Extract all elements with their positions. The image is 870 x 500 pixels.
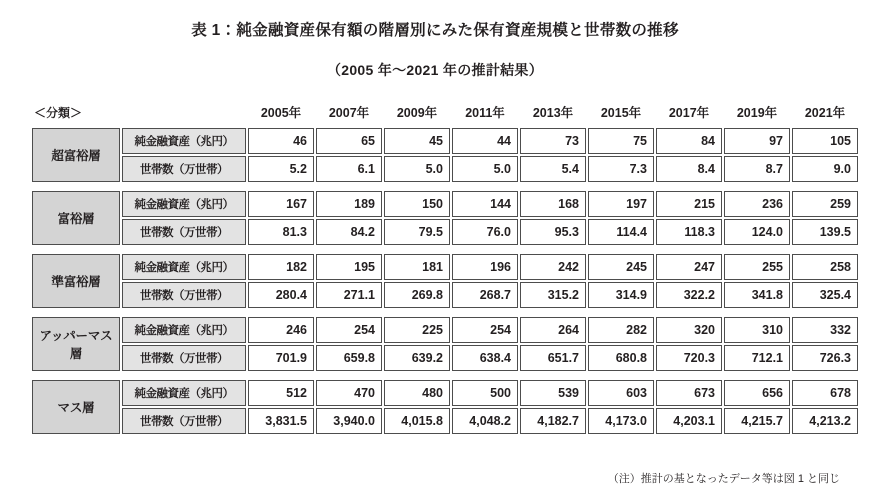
table-cell-value: 97 [724, 128, 790, 154]
table-cell-value: 332 [792, 317, 858, 343]
table-cell-value: 8.7 [724, 156, 790, 182]
table-cell-value: 65 [316, 128, 382, 154]
table-cell-value: 259 [792, 191, 858, 217]
table-cell-value: 189 [316, 191, 382, 217]
row-metric-label: 世帯数（万世帯） [122, 219, 246, 245]
table-cell-value: 638.4 [452, 345, 518, 371]
table-cell-value: 167 [248, 191, 314, 217]
table-row [32, 156, 858, 182]
table-cell-value: 315.2 [520, 282, 586, 308]
table-cell-value: 7.3 [588, 156, 654, 182]
metric-header-spacer [122, 100, 246, 126]
table-cell-value: 255 [724, 254, 790, 280]
table-cell-value: 236 [724, 191, 790, 217]
table-cell-value: 678 [792, 380, 858, 406]
table-header-row [32, 100, 858, 126]
table-cell-value: 4,182.7 [520, 408, 586, 434]
row-group-divider [32, 184, 858, 189]
row-category-label: 準富裕層 [32, 254, 120, 308]
table-cell-value: 4,015.8 [384, 408, 450, 434]
table-cell-value: 118.3 [656, 219, 722, 245]
table-row [32, 317, 858, 343]
table-cell-value: 720.3 [656, 345, 722, 371]
table-cell-value: 150 [384, 191, 450, 217]
table-cell-value: 659.8 [316, 345, 382, 371]
table-cell-value: 282 [588, 317, 654, 343]
table-cell-value: 680.8 [588, 345, 654, 371]
table-cell-value: 79.5 [384, 219, 450, 245]
table-cell-value: 4,215.7 [724, 408, 790, 434]
page-title: 表 1：純金融資産保有額の階層別にみた保有資産規模と世帯数の推移 [191, 22, 679, 39]
table-cell-value: 320 [656, 317, 722, 343]
row-metric-label: 純金融資産（兆円） [122, 128, 246, 154]
row-metric-label: 世帯数（万世帯） [122, 156, 246, 182]
table-row [32, 128, 858, 154]
table-cell-value: 4,048.2 [452, 408, 518, 434]
table-row [32, 345, 858, 371]
table-cell-value: 182 [248, 254, 314, 280]
table-cell-value: 245 [588, 254, 654, 280]
table-cell-value: 168 [520, 191, 586, 217]
table-cell-value: 4,213.2 [792, 408, 858, 434]
table-cell-value: 9.0 [792, 156, 858, 182]
table-cell-value: 673 [656, 380, 722, 406]
table-cell-value: 46 [248, 128, 314, 154]
table-cell-value: 271.1 [316, 282, 382, 308]
table-row [32, 408, 858, 434]
page-subtitle: （2005 年～2021 年の推計結果） [326, 62, 544, 78]
table-container [30, 98, 851, 436]
table-cell-value: 242 [520, 254, 586, 280]
column-header-year: 2007年 [316, 100, 382, 126]
column-header-year: 2019年 [724, 100, 790, 126]
row-group-divider [32, 310, 858, 315]
table-cell-value: 76.0 [452, 219, 518, 245]
table-cell-value: 124.0 [724, 219, 790, 245]
table-cell-value: 3,831.5 [248, 408, 314, 434]
table-cell-value: 247 [656, 254, 722, 280]
table-cell-value: 280.4 [248, 282, 314, 308]
table-cell-value: 45 [384, 128, 450, 154]
table-cell-value: 310 [724, 317, 790, 343]
table-cell-value: 314.9 [588, 282, 654, 308]
table-cell-value: 264 [520, 317, 586, 343]
row-group-divider [32, 247, 858, 252]
row-metric-label: 純金融資産（兆円） [122, 191, 246, 217]
row-metric-label: 純金融資産（兆円） [122, 380, 246, 406]
table-cell-value: 73 [520, 128, 586, 154]
row-category-label: アッパーマス層 [32, 317, 120, 371]
column-header-year: 2015年 [588, 100, 654, 126]
row-group-divider [32, 373, 858, 378]
table-row [32, 380, 858, 406]
table-cell-value: 105 [792, 128, 858, 154]
row-metric-label: 純金融資産（兆円） [122, 254, 246, 280]
table-cell-value: 95.3 [520, 219, 586, 245]
table-row [32, 254, 858, 280]
table-cell-value: 5.2 [248, 156, 314, 182]
table-cell-value: 470 [316, 380, 382, 406]
table-cell-value: 197 [588, 191, 654, 217]
table-cell-value: 639.2 [384, 345, 450, 371]
table-row [32, 219, 858, 245]
table-cell-value: 254 [452, 317, 518, 343]
table-cell-value: 701.9 [248, 345, 314, 371]
row-metric-label: 世帯数（万世帯） [122, 345, 246, 371]
row-metric-label: 世帯数（万世帯） [122, 282, 246, 308]
table-cell-value: 258 [792, 254, 858, 280]
table-cell-value: 254 [316, 317, 382, 343]
table-cell-value: 325.4 [792, 282, 858, 308]
column-header-year: 2017年 [656, 100, 722, 126]
table-cell-value: 5.4 [520, 156, 586, 182]
table-cell-value: 656 [724, 380, 790, 406]
table-cell-value: 84 [656, 128, 722, 154]
table-cell-value: 712.1 [724, 345, 790, 371]
row-category-label: マス層 [32, 380, 120, 434]
table-cell-value: 3,940.0 [316, 408, 382, 434]
table-cell-value: 44 [452, 128, 518, 154]
table-cell-value: 539 [520, 380, 586, 406]
table-cell-value: 322.2 [656, 282, 722, 308]
column-header-year: 2013年 [520, 100, 586, 126]
row-category-label: 富裕層 [32, 191, 120, 245]
table-cell-value: 4,203.1 [656, 408, 722, 434]
table-row [32, 282, 858, 308]
table-note: （注）推計の基となったデータ等は図 1 と同じ [607, 473, 840, 485]
table-cell-value: 603 [588, 380, 654, 406]
table-cell-value: 144 [452, 191, 518, 217]
table-cell-value: 269.8 [384, 282, 450, 308]
row-metric-label: 純金融資産（兆円） [122, 317, 246, 343]
table-cell-value: 181 [384, 254, 450, 280]
table-cell-value: 196 [452, 254, 518, 280]
asset-tier-table [30, 98, 860, 436]
table-cell-value: 480 [384, 380, 450, 406]
column-header-year: 2021年 [792, 100, 858, 126]
column-header-year: 2011年 [452, 100, 518, 126]
table-cell-value: 5.0 [452, 156, 518, 182]
row-category-label: 超富裕層 [32, 128, 120, 182]
column-header-year: 2009年 [384, 100, 450, 126]
table-cell-value: 114.4 [588, 219, 654, 245]
table-cell-value: 5.0 [384, 156, 450, 182]
table-cell-value: 512 [248, 380, 314, 406]
table-cell-value: 651.7 [520, 345, 586, 371]
table-cell-value: 81.3 [248, 219, 314, 245]
table-cell-value: 84.2 [316, 219, 382, 245]
table-cell-value: 500 [452, 380, 518, 406]
column-header-year: 2005年 [248, 100, 314, 126]
table-cell-value: 225 [384, 317, 450, 343]
table-cell-value: 195 [316, 254, 382, 280]
table-cell-value: 341.8 [724, 282, 790, 308]
table-cell-value: 726.3 [792, 345, 858, 371]
row-metric-label: 世帯数（万世帯） [122, 408, 246, 434]
table-cell-value: 246 [248, 317, 314, 343]
table-cell-value: 6.1 [316, 156, 382, 182]
table-cell-value: 215 [656, 191, 722, 217]
document-page [0, 18, 870, 500]
table-cell-value: 75 [588, 128, 654, 154]
table-cell-value: 139.5 [792, 219, 858, 245]
table-cell-value: 4,173.0 [588, 408, 654, 434]
table-row [32, 191, 858, 217]
table-cell-value: 8.4 [656, 156, 722, 182]
category-header: ＜分類＞ [32, 100, 120, 126]
table-cell-value: 268.7 [452, 282, 518, 308]
